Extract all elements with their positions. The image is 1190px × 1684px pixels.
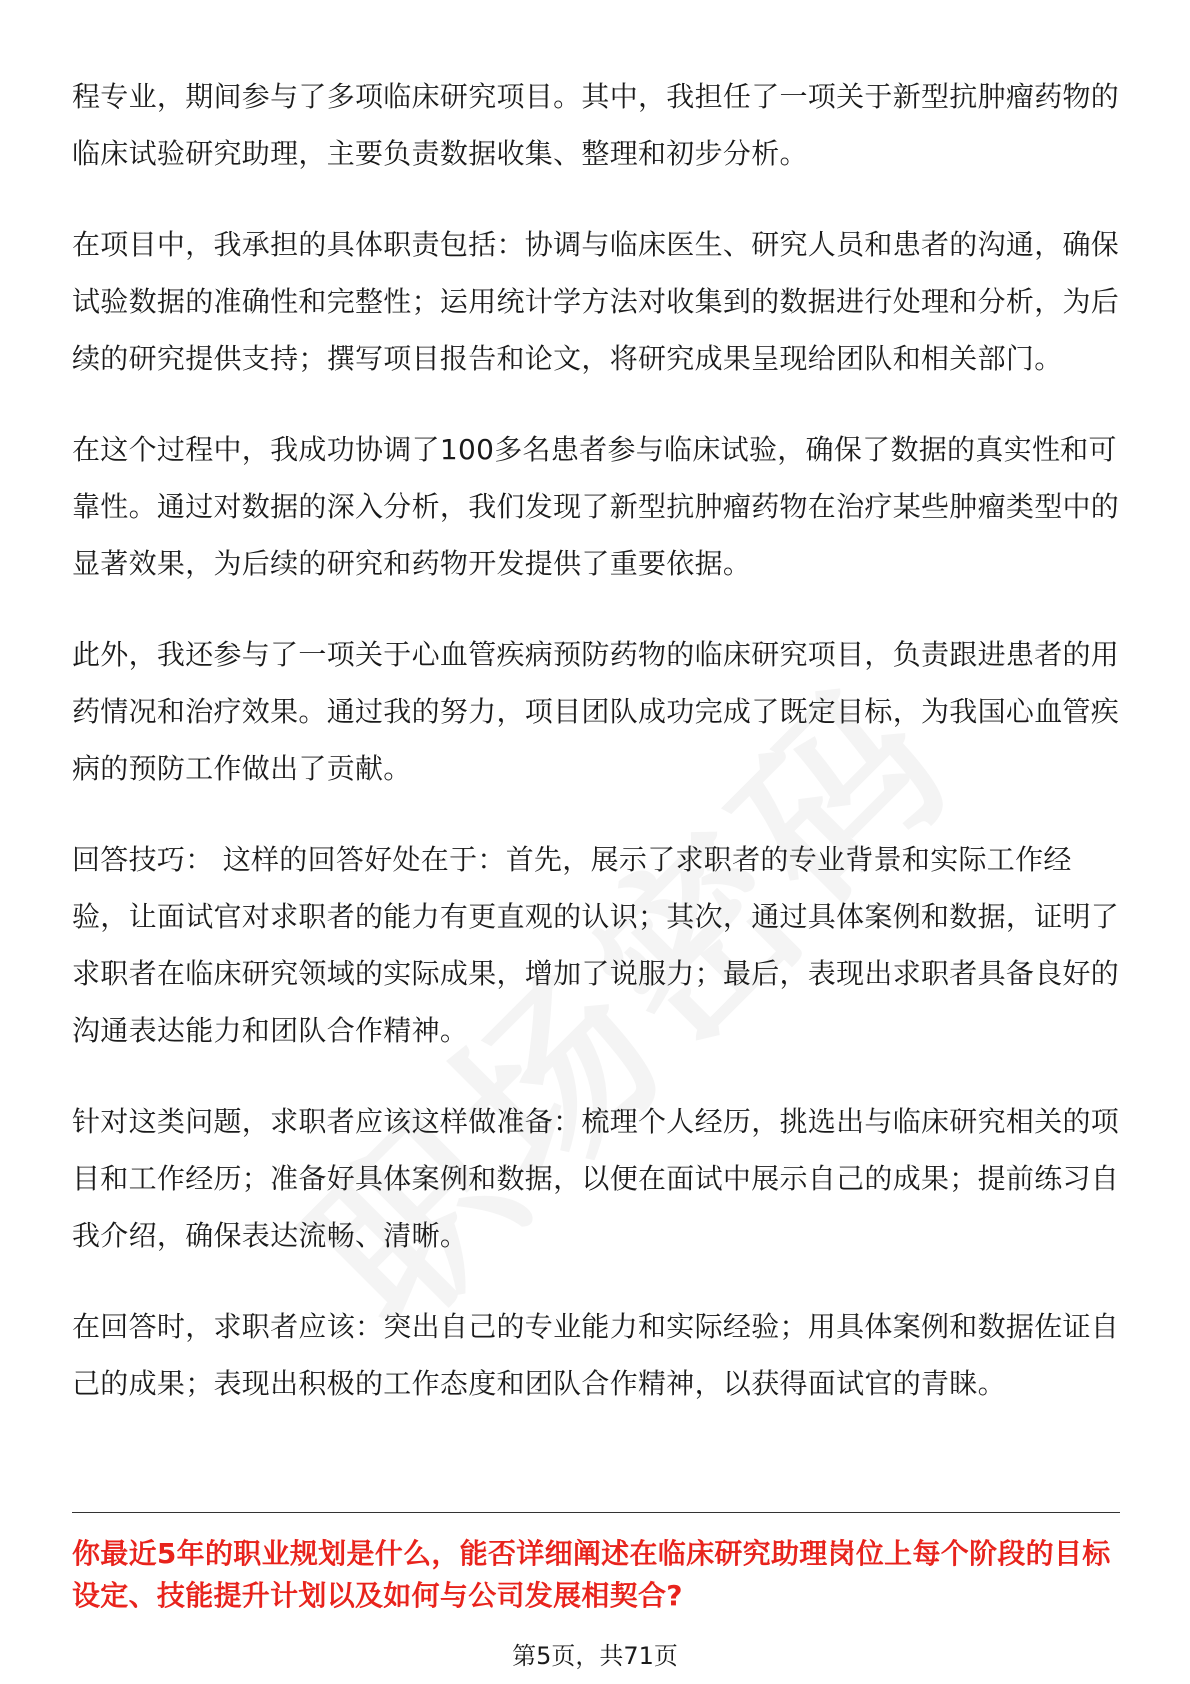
paragraph-2: 在项目中，我承担的具体职责包括：协调与临床医生、研究人员和患者的沟通，确保试验数据的准确性和完整性；运用统计学方法对收集到的数据进行处理和分析，为后续的研究提供支持；撰写项目报告和论文，将研究成果呈现给团队和相关部门。: [72, 228, 1120, 375]
paragraph-5-answer-tips: 回答技巧： 这样的回答好处在于：首先，展示了求职者的专业背景和实际工作经验，让面试官对求职者的能力有更直观的认识；其次，通过具体案例和数据，证明了求职者在临床研究领域的实际成果，增加了说服力；最后，表现出求职者具备良好的沟通表达能力和团队合作精神。: [72, 843, 1120, 1047]
question-heading: 你最近5年的职业规划是什么，能否详细阐述在临床研究助理岗位上每个阶段的目标设定、技能提升计划以及如何与公司发展相契合?: [72, 1537, 1111, 1612]
paragraph-1: 程专业，期间参与了多项临床研究项目。其中，我担任了一项关于新型抗肿瘤药物的临床试验研究助理，主要负责数据收集、整理和初步分析。: [72, 80, 1120, 170]
paragraph-3: 在这个过程中，我成功协调了100多名患者参与临床试验，确保了数据的真实性和可靠性。通过对数据的深入分析，我们发现了新型抗肿瘤药物在治疗某些肿瘤类型中的显著效果，为后续的研究和药物开发提供了重要依据。: [72, 433, 1120, 580]
document-body: [72, 68, 1120, 1446]
paragraph-4: 此外，我还参与了一项关于心血管疾病预防药物的临床研究项目，负责跟进患者的用药情况和治疗效果。通过我的努力，项目团队成功完成了既定目标，为我国心血管疾病的预防工作做出了贡献。: [72, 638, 1120, 785]
paragraph-6: 针对这类问题，求职者应该这样做准备：梳理个人经历，挑选出与临床研究相关的项目和工作经历；准备好具体案例和数据，以便在面试中展示自己的成果；提前练习自我介绍，确保表达流畅、清晰。: [72, 1105, 1120, 1252]
paragraph-7: 在回答时，求职者应该：突出自己的专业能力和实际经验；用具体案例和数据佐证自己的成果；表现出积极的工作态度和团队合作精神，以获得面试官的青睐。: [72, 1310, 1120, 1400]
divider: [72, 1512, 1120, 1513]
page-number: 第5页，共71页: [512, 1642, 678, 1670]
